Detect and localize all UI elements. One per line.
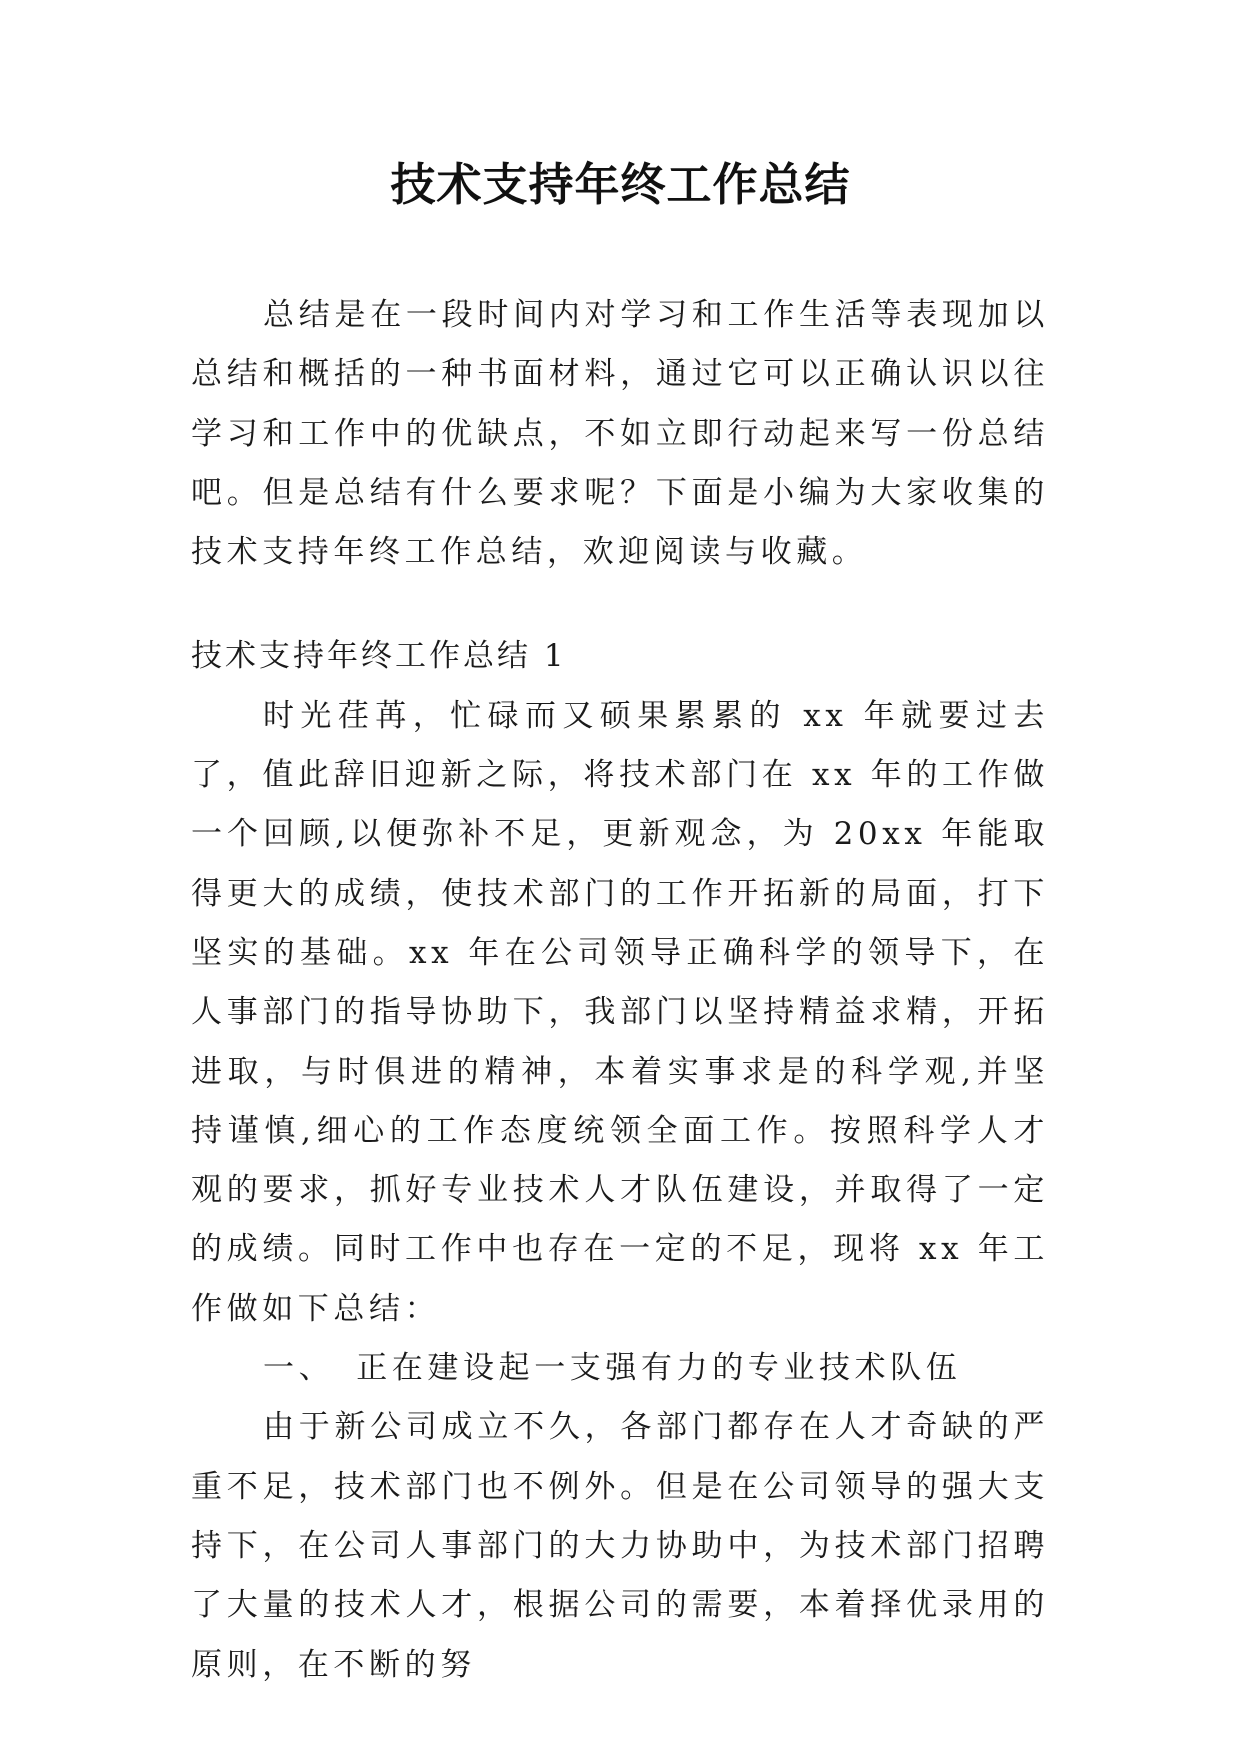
document-body bbox=[191, 286, 1049, 1695]
section-paragraph-2: 由于新公司成立不久，各部门都存在人才奇缺的严重不足，技术部门也不例外。但是在公司领导的强大支持下，在公司人事部门的大力协助中，为技术部门招聘了大量的技术人才，根据公司的需要，本着择优录用的原则，在不断的努 bbox=[191, 1409, 1049, 1683]
paragraph-spacer bbox=[191, 582, 1049, 627]
document-title: 技术支持年终工作总结 bbox=[390, 158, 851, 211]
section-title: 技术支持年终工作总结 1 bbox=[191, 638, 567, 675]
intro-paragraph: 总结是在一段时间内对学习和工作生活等表现加以总结和概括的一种书面材料，通过它可以正确认识以往学习和工作中的优缺点，不如立即行动起来写一份总结吧。但是总结有什么要求呢？下面是小编为大家收集的技术支持年终工作总结，欢迎阅读与收藏。 bbox=[191, 297, 1049, 571]
section-heading-1 bbox=[191, 1339, 1049, 1398]
heading-text: 正在建设起一支强有力的专业技术队伍 bbox=[356, 1350, 962, 1387]
section-paragraph-1: 时光荏苒，忙碌而又硕果累累的 xx 年就要过去了，值此辞旧迎新之际，将技术部门在 xx 年的工作做一个回顾,以便弥补不足，更新观念，为 20xx 年能取得更大的成绩，使技术部门的工作开拓新的局面，打下坚实的基础。xx 年在公司领导正确科学的领导下，在人事部门的指导协助下，我部门以坚持精益求精，开拓进取，与时俱进的精神，本着实事求是的科学观,并坚持谨慎,细心的工作态度统领全面工作。按照科学人才观的要求，抓好专业技术人才队伍建设，并取得了一定的成绩。同时工作中也存在一定的不足，现将 xx 年工作做如下总结： bbox=[191, 697, 1049, 1327]
heading-number: 一、 bbox=[263, 1350, 335, 1387]
